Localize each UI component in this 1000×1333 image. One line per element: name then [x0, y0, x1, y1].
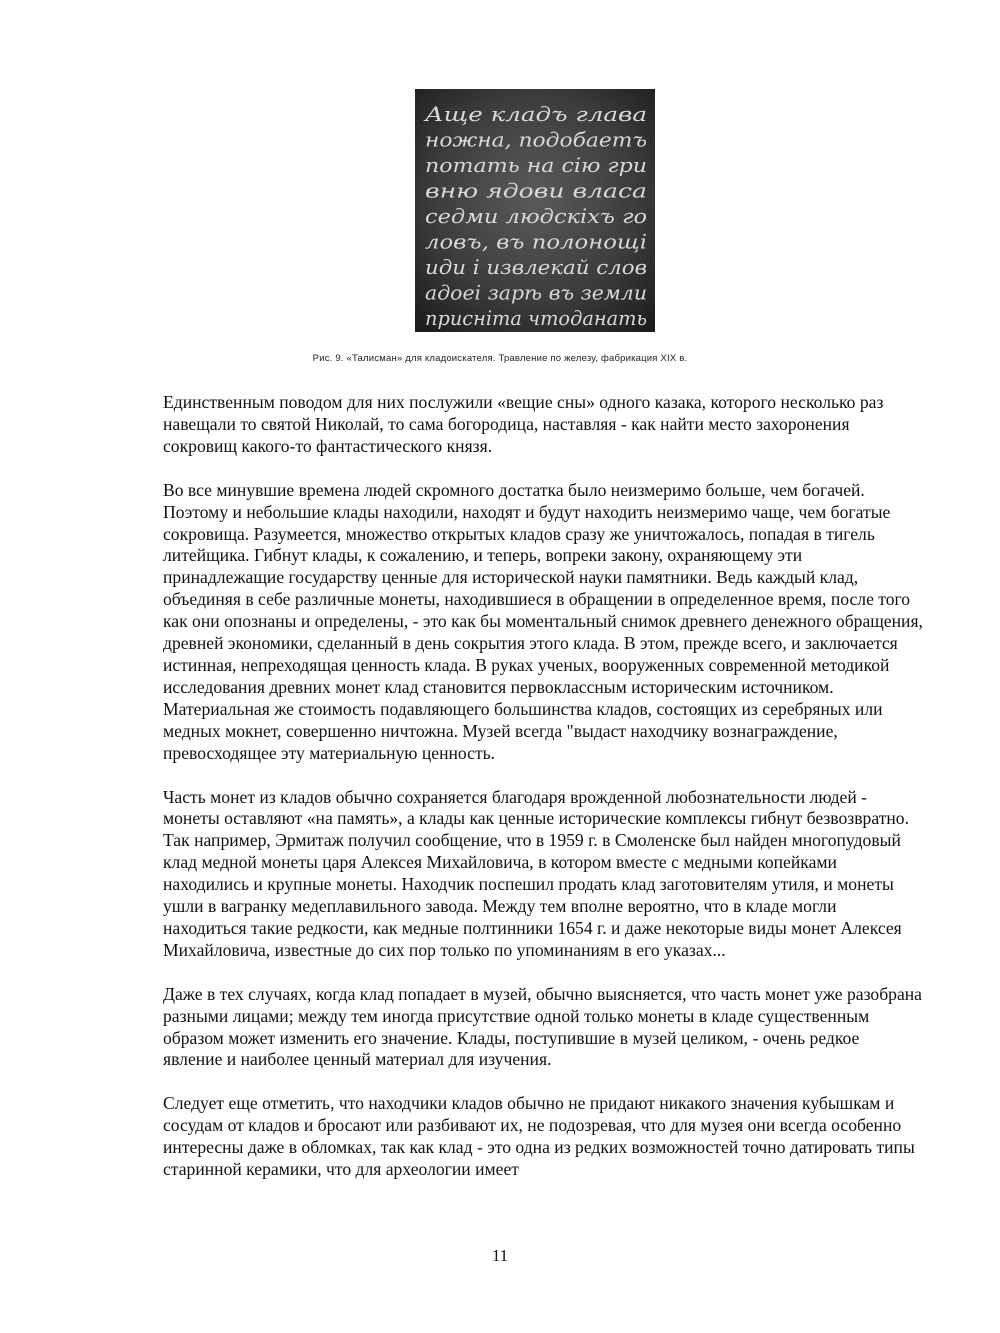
inscription-line: Аще кладъ глава — [422, 103, 647, 126]
page-number: 11 — [491, 1246, 509, 1265]
paragraph-4: Даже в тех случаях, когда клад попадает в музей, обычно выясняется, что часть монет уже разобрана разными лицами; между тем иногда присутствие одной только монеты в кладе существенным образом может изменить его значение. Клады, поступившие в музей целиком, - очень редкое явление и наиболее ценный материал для изучения. — [163, 983, 922, 1070]
inscription-line: ловъ, въ полонощі — [425, 230, 647, 254]
paragraph-1: Единственным поводом для них послужили «вещие сны» одного казака, которого несколько раз навещали то святой Николай, то сама богородица, наставляя - как найти место захоронения сокровищ какого-то фантастического князя. — [163, 392, 884, 456]
paragraph-2: Во все минувшие времена людей скромного достатка было неизмеримо больше, чем богачей. Поэтому и небольшие клады находили, находят и будут находить неизмеримо чаще, чем богатые сокровища. Разумеется, множество открытых кладов сразу же уничтожалось, попадая в тигель литейщика. Гибнут клады, к сожалению, и теперь, вопреки закону, охраняющему эти принадлежащие государству ценные для исторической науки памятники. Ведь каждый клад, объединяя в себе различные монеты, находившиеся в обращении в определенное время, после того как они опознаны и определены, - это как бы моментальный снимок древнего денежного обращения, древней экономики, сделанный в день сокрытия этого клада. В этом, прежде всего, и заключается истинная, непреходящая ценность клада. В руках ученых, вооруженных современной методикой исследования древних монет клад становится первоклассным историческим источником. Материальная же стоимость подавляющего большинства кладов, состоящих из серебряных или медных мокнет, совершенно ничтожна. Музей всегда "выдаст находчику вознаграждение, превосходящее эту материальную ценность. — [163, 479, 923, 763]
paragraph-5: Следует еще отметить, что находчики кладов обычно не придают никакого значения кубышкам и сосудам от кладов и бросают или разбивают их, не подозревая, что для музея они всегда особенно интересны даже в обломках, так как клад - это одна из редких возможностей точно датировать типы старинной керамики, что для археологии имеет — [163, 1093, 915, 1180]
inscription-line: иди і извлекай слов — [425, 256, 647, 279]
inscription-line: ножна, подобаетъ — [425, 128, 647, 152]
talisman-figure — [415, 89, 655, 332]
figure-caption: Рис. 9. «Талисман» для кладоискателя. Травление по железу, фабрикация XIX в. — [312, 353, 688, 364]
inscription-line: потать на сію гри — [425, 154, 647, 177]
inscription-line: присніта чтоданать — [425, 307, 647, 330]
body-text — [163, 392, 923, 1203]
inscription-line: вню ядови власа — [425, 179, 647, 203]
inscription-line: адоеі зарѣ въ земли — [425, 281, 647, 305]
paragraph-3: Часть монет из кладов обычно сохраняется благодаря врожденной любознательности людей - монеты оставляют «на память», а клады как ценные исторические комплексы гибнут безвозвратно. Так например, Эрмитаж получил сообщение, что в 1959 г. в Смоленске был найден многопудовый клад медной монеты царя Алексея Михайловича, в котором вместе с медными копейками находились и крупные монеты. Находчик поспешил продать клад заготовителям утиля, и монеты ушли в вагранку медеплавильного завода. Между тем вполне вероятно, что в кладе могли находиться такие редкости, как медные полтинники 1654 г. и даже некоторые виды монет Алексея Михайловича, известные до сих пор только по упоминаниям в его указах... — [163, 786, 909, 960]
inscription-line: седми людскіхъ го — [425, 205, 647, 228]
talisman-image — [415, 89, 655, 332]
